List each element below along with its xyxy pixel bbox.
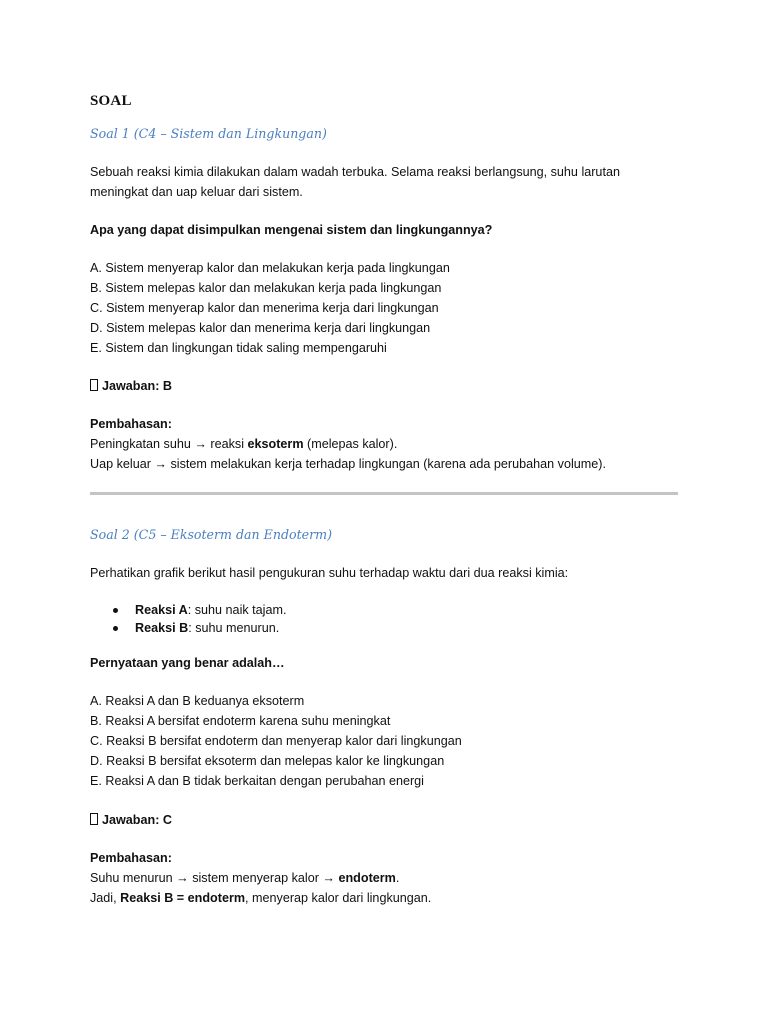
bullet-text: : suhu menurun. [188, 621, 280, 635]
soal1-intro [90, 162, 690, 202]
soal1-option-d: D. Sistem melepas kalor dan menerima kerja dari lingkungan [90, 321, 431, 335]
missing-glyph-icon [90, 813, 98, 825]
soal2-explain-line2-bold: Reaksi B = endoterm [120, 891, 246, 905]
soal2-heading: Soal 2 (C5 – Eksoterm dan Endoterm) [90, 527, 332, 542]
soal1-explanation [90, 414, 690, 474]
soal2-option-a: A. Reaksi A dan B keduanya eksoterm [90, 694, 305, 708]
soal2-option-e: E. Reaksi A dan B tidak berkaitan dengan perubahan energi [90, 774, 424, 788]
soal2-question: Pernyataan yang benar adalah… [90, 656, 285, 670]
soal2-answer [90, 810, 690, 830]
list-item [90, 619, 690, 637]
section-divider [90, 492, 678, 495]
bullet-term: Reaksi A [135, 603, 188, 617]
soal1-explain-line2: Uap keluar → sistem melakukan kerja terhadap lingkungan (karena ada perubahan volume). [90, 457, 606, 471]
soal2-explain-line1-pre: Suhu menurun → sistem menyerap kalor → [90, 871, 339, 885]
bullet-text: : suhu naik tajam. [187, 603, 287, 617]
soal1-heading: Soal 1 (C4 – Sistem dan Lingkungan) [90, 126, 327, 141]
soal2-option-b: B. Reaksi A bersifat endoterm karena suhu meningkat [90, 714, 391, 728]
soal1-option-b: B. Sistem melepas kalor dan melakukan kerja pada lingkungan [90, 281, 442, 295]
soal2-bullet-list [90, 601, 690, 637]
soal1-option-a: A. Sistem menyerap kalor dan melakukan kerja pada lingkungan [90, 261, 450, 275]
soal2-explain-line2-pre: Jadi, [90, 891, 121, 905]
soal2-answer-text: Jawaban: C [102, 813, 172, 827]
soal1-explain-line1-bold: eksoterm [247, 437, 304, 451]
soal2-explanation [90, 848, 690, 908]
soal1-explain-line1 [90, 434, 690, 454]
soal1-intro-line: Sebuah reaksi kimia dilakukan dalam wadah terbuka. Selama reaksi berlangsung, suhu larutan [90, 165, 620, 179]
soal2-option-c: C. Reaksi B bersifat endoterm dan menyerap kalor dari lingkungan [90, 734, 462, 748]
soal1-option-c: C. Sistem menyerap kalor dan menerima kerja dari lingkungan [90, 301, 439, 315]
soal2-explain-line2 [90, 888, 690, 908]
missing-glyph-icon [90, 379, 98, 391]
soal1-intro-line: meningkat dan uap keluar dari sistem. [90, 185, 303, 199]
list-item [90, 601, 690, 619]
soal2-explain-label: Pembahasan: [90, 851, 172, 865]
soal2-option-d: D. Reaksi B bersifat eksoterm dan melepas kalor ke lingkungan [90, 754, 445, 768]
soal1-answer-text: Jawaban: B [102, 379, 172, 393]
bullet-icon [113, 608, 118, 613]
soal1-explain-line1-post: (melepas kalor). [303, 437, 398, 451]
soal1-explain-label: Pembahasan: [90, 417, 172, 431]
soal1-answer [90, 376, 690, 396]
soal1-options [90, 258, 690, 358]
soal1-explain-line1-pre: Peningkatan suhu → reaksi [90, 437, 248, 451]
soal2-explain-line1-post: . [395, 871, 400, 885]
soal2-explain-line1 [90, 868, 690, 888]
bullet-term: Reaksi B [135, 621, 189, 635]
soal2-explain-line2-post: , menyerap kalor dari lingkungan. [245, 891, 432, 905]
soal1-question: Apa yang dapat disimpulkan mengenai sistem dan lingkungannya? [90, 223, 493, 237]
page-title: SOAL [90, 93, 132, 109]
soal2-options [90, 691, 690, 791]
soal2-intro: Perhatikan grafik berikut hasil pengukuran suhu terhadap waktu dari dua reaksi kimia: [90, 566, 569, 580]
soal2-explain-line1-bold: endoterm [338, 871, 396, 885]
soal1-option-e: E. Sistem dan lingkungan tidak saling mempengaruhi [90, 341, 387, 355]
bullet-icon [113, 626, 118, 631]
